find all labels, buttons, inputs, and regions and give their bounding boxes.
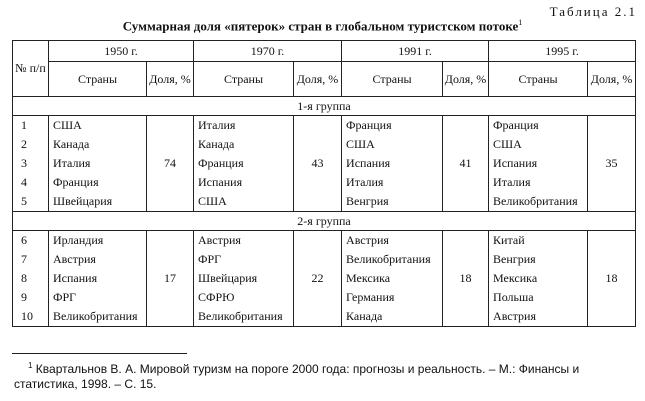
- row-number: 3: [13, 154, 49, 173]
- table-title: [0, 18, 645, 34]
- footnote-mark: 1: [28, 361, 33, 370]
- group-row: [13, 212, 636, 231]
- header-share: Доля, %: [147, 62, 194, 97]
- country-cell: Канада: [342, 307, 443, 327]
- share-value: 22: [294, 231, 342, 327]
- country-cell: Испания: [194, 173, 294, 192]
- row-number: 6: [13, 231, 49, 251]
- share-value: 18: [588, 231, 636, 327]
- country-cell: Великобритания: [49, 307, 147, 327]
- share-value: 17: [147, 231, 194, 327]
- tourism-share-table: [12, 40, 636, 327]
- table-title-text: Суммарная доля «пятерок» стран в глобальном туристском потоке: [122, 18, 519, 34]
- table-number-label: Таблица 2.1: [549, 4, 637, 19]
- country-cell: Франция: [194, 154, 294, 173]
- country-cell: Австрия: [49, 250, 147, 269]
- country-cell: Ирландия: [49, 231, 147, 251]
- footnote-text: Квартальнов В. А. Мировой туризм на пороге 2000 года: прогнозы и реальность. – М.: Финансы и статистика, 1998. – С. 15.: [14, 362, 580, 391]
- country-cell: Австрия: [489, 307, 588, 327]
- country-cell: Канада: [194, 135, 294, 154]
- country-cell: Италия: [489, 173, 588, 192]
- country-cell: Мексика: [489, 269, 588, 288]
- country-cell: Великобритания: [489, 192, 588, 212]
- header-row-years: [13, 41, 636, 62]
- share-value: 74: [147, 116, 194, 212]
- header-countries: Страны: [194, 62, 294, 97]
- header-countries: Страны: [49, 62, 147, 97]
- group-label: 2-я группа: [13, 212, 636, 231]
- country-cell: СФРЮ: [194, 288, 294, 307]
- country-cell: Испания: [342, 154, 443, 173]
- country-cell: США: [489, 135, 588, 154]
- country-cell: Швейцария: [49, 192, 147, 212]
- title-footnote-mark: 1: [518, 18, 523, 27]
- header-share: Доля, %: [588, 62, 636, 97]
- header-year: 1991 г.: [342, 41, 489, 62]
- country-cell: Италия: [342, 173, 443, 192]
- header-year: 1950 г.: [49, 41, 194, 62]
- row-number: 10: [13, 307, 49, 327]
- row-number: 8: [13, 269, 49, 288]
- country-cell: Австрия: [342, 231, 443, 251]
- row-number: 4: [13, 173, 49, 192]
- group-label: 1-я группа: [13, 97, 636, 116]
- group-row: [13, 97, 636, 116]
- country-cell: Франция: [489, 116, 588, 136]
- footnote: [14, 358, 634, 392]
- country-cell: США: [194, 192, 294, 212]
- country-cell: Великобритания: [342, 250, 443, 269]
- country-cell: США: [342, 135, 443, 154]
- table-row: [13, 231, 636, 251]
- country-cell: Австрия: [194, 231, 294, 251]
- country-cell: Китай: [489, 231, 588, 251]
- country-cell: Польша: [489, 288, 588, 307]
- header-year: 1970 г.: [194, 41, 342, 62]
- country-cell: Италия: [194, 116, 294, 136]
- share-value: 43: [294, 116, 342, 212]
- table-body: [13, 41, 636, 327]
- share-value: 18: [443, 231, 489, 327]
- footnote-divider: [12, 353, 187, 354]
- header-share: Доля, %: [294, 62, 342, 97]
- country-cell: ФРГ: [49, 288, 147, 307]
- header-num: [13, 41, 49, 97]
- country-cell: Венгрия: [489, 250, 588, 269]
- country-cell: Венгрия: [342, 192, 443, 212]
- country-cell: Франция: [49, 173, 147, 192]
- header-num-label: № п/п: [15, 61, 46, 75]
- country-cell: Великобритания: [194, 307, 294, 327]
- header-share: Доля, %: [443, 62, 489, 97]
- row-number: 5: [13, 192, 49, 212]
- share-value: 41: [443, 116, 489, 212]
- country-cell: Швейцария: [194, 269, 294, 288]
- country-cell: Испания: [49, 269, 147, 288]
- country-cell: Испания: [489, 154, 588, 173]
- row-number: 7: [13, 250, 49, 269]
- country-cell: ФРГ: [194, 250, 294, 269]
- country-cell: Канада: [49, 135, 147, 154]
- share-value: 35: [588, 116, 636, 212]
- country-cell: Франция: [342, 116, 443, 136]
- row-number: 9: [13, 288, 49, 307]
- header-countries: Страны: [342, 62, 443, 97]
- row-number: 2: [13, 135, 49, 154]
- country-cell: Германия: [342, 288, 443, 307]
- header-countries: Страны: [489, 62, 588, 97]
- country-cell: Мексика: [342, 269, 443, 288]
- country-cell: США: [49, 116, 147, 136]
- row-number: 1: [13, 116, 49, 136]
- country-cell: Италия: [49, 154, 147, 173]
- header-year: 1995 г.: [489, 41, 636, 62]
- table-row: [13, 116, 636, 136]
- header-row-columns: [13, 62, 636, 97]
